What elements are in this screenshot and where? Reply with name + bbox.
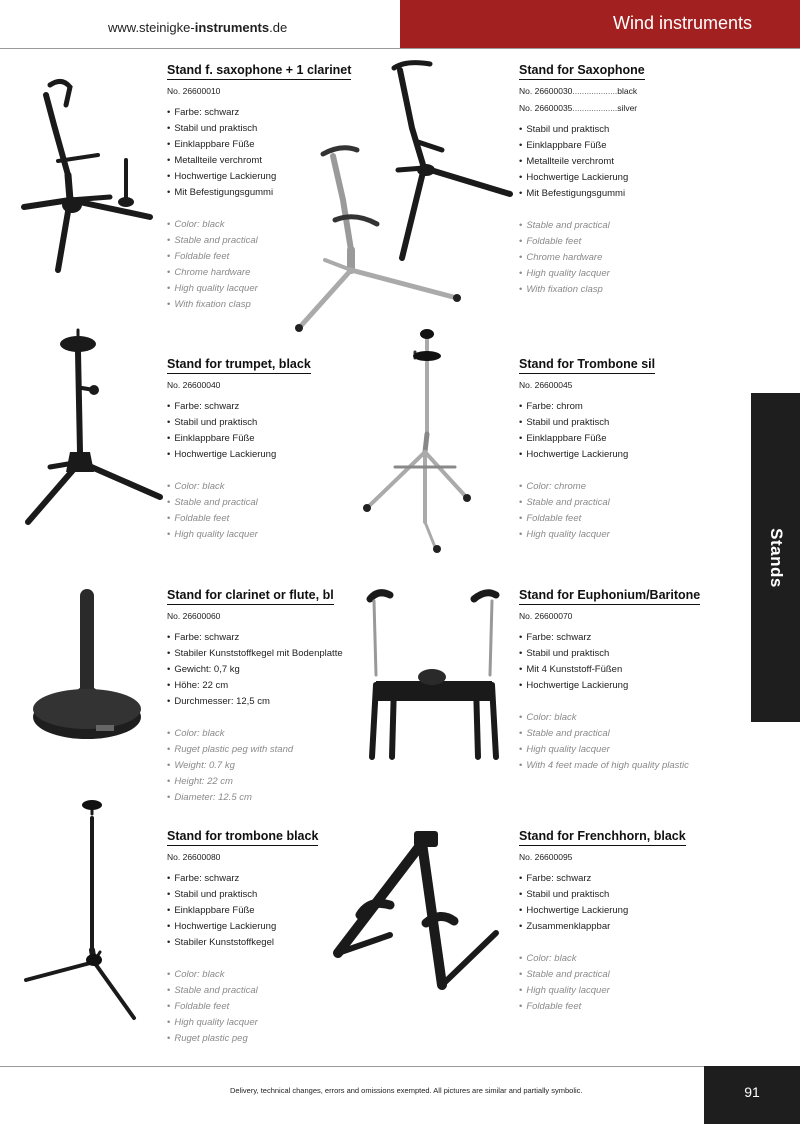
feature-item: • High quality lacquer	[519, 983, 749, 999]
feature-item: • Hochwertige Lackierung	[519, 903, 749, 919]
header-bar	[400, 0, 800, 48]
product-clarinet-flute	[167, 587, 397, 806]
feature-item: • With 4 feet made of high quality plastic	[519, 758, 749, 774]
feature-item: • Foldable feet	[167, 511, 397, 527]
product-title: Stand for clarinet or flute, bl	[167, 587, 334, 605]
feature-item: • Metallteile verchromt	[167, 153, 397, 169]
feature-item: • Foldable feet	[519, 999, 749, 1015]
product-title: Stand for Trombone sil	[519, 356, 655, 374]
product-title: Stand for trumpet, black	[167, 356, 311, 374]
features-english	[167, 967, 397, 1047]
feature-item: • Farbe: chrom	[519, 399, 749, 415]
feature-item: • Weight: 0.7 kg	[167, 758, 397, 774]
feature-item: • Chrome hardware	[519, 250, 749, 266]
feature-item: • High quality lacquer	[519, 742, 749, 758]
features-english	[519, 951, 749, 1015]
feature-item: • Mit Befestigungsgummi	[167, 185, 397, 201]
feature-item: • Chrome hardware	[167, 265, 397, 281]
feature-item: • Metallteile verchromt	[519, 154, 749, 170]
feature-item: • Hochwertige Lackierung	[167, 447, 397, 463]
feature-item: • Foldable feet	[519, 511, 749, 527]
page-number-box	[704, 1066, 800, 1124]
feature-item: • High quality lacquer	[167, 1015, 397, 1031]
features-english	[519, 710, 749, 774]
feature-item: • Color: black	[519, 710, 749, 726]
category-tab[interactable]	[751, 393, 800, 722]
variant-label: black	[617, 86, 638, 96]
feature-item: • Einklappbare Füße	[167, 137, 397, 153]
feature-item: • With fixation clasp	[519, 282, 749, 298]
feature-item: • With fixation clasp	[167, 297, 397, 313]
product-number: No. 26600010	[167, 86, 221, 96]
feature-item: • Stabil und praktisch	[519, 887, 749, 903]
features-english	[519, 218, 749, 298]
clarinet-flute-stand-photo	[28, 585, 168, 750]
features-german	[519, 122, 749, 202]
product-number: No. 26600070	[519, 611, 573, 621]
feature-item: • Diameter: 12.5 cm	[167, 790, 397, 806]
url-prefix: www.steinigke-	[108, 20, 195, 35]
feature-item: • Höhe: 22 cm	[167, 678, 397, 694]
product-number: No. 26600035	[519, 103, 573, 113]
feature-item: • Stable and practical	[519, 218, 749, 234]
leader-dots: ...................	[572, 86, 618, 96]
product-number: No. 26600040	[167, 380, 221, 390]
product-number: No. 26600045	[519, 380, 573, 390]
feature-item: • High quality lacquer	[167, 281, 397, 297]
feature-item: • Color: black	[167, 967, 397, 983]
feature-item: • Stabiler Kunststoffkegel	[167, 935, 397, 951]
feature-item: • Ruget plastic peg	[167, 1031, 397, 1047]
features-german	[167, 399, 397, 463]
leader-dots: ...................	[572, 103, 618, 113]
product-euphonium	[519, 587, 749, 774]
product-number: No. 26600060	[167, 611, 221, 621]
feature-item: • Stable and practical	[167, 983, 397, 999]
feature-item: • Farbe: schwarz	[167, 871, 397, 887]
feature-item: • Ruget plastic peg with stand	[167, 742, 397, 758]
feature-item: • Color: black	[167, 479, 397, 495]
feature-item: • High quality lacquer	[519, 527, 749, 543]
feature-item: • Mit Befestigungsgummi	[519, 186, 749, 202]
feature-item: • Stable and practical	[519, 967, 749, 983]
feature-item: • Stabil und praktisch	[167, 415, 397, 431]
product-title: Stand for Euphonium/Baritone	[519, 587, 700, 605]
product-number: No. 26600030	[519, 86, 573, 96]
features-german	[519, 871, 749, 935]
feature-item: • Hochwertige Lackierung	[167, 169, 397, 185]
header-divider	[0, 48, 800, 49]
feature-item: • Stabil und praktisch	[167, 887, 397, 903]
feature-item: • Stable and practical	[167, 233, 397, 249]
trumpet-stand-photo	[20, 322, 165, 532]
product-title: Stand for Frenchhorn, black	[519, 828, 686, 846]
feature-item: • Stabiler Kunststoffkegel mit Bodenplatte	[167, 646, 397, 662]
features-german	[167, 871, 397, 951]
features-german	[167, 105, 397, 201]
section-title: Wind instruments	[612, 13, 752, 33]
features-german	[167, 630, 397, 710]
feature-item: • Color: chrome	[519, 479, 749, 495]
features-german	[519, 399, 749, 463]
feature-item: • Hochwertige Lackierung	[519, 678, 749, 694]
feature-item: • Foldable feet	[167, 249, 397, 265]
feature-item: • Color: black	[167, 217, 397, 233]
feature-item: • Height: 22 cm	[167, 774, 397, 790]
feature-item: • Gewicht: 0,7 kg	[167, 662, 397, 678]
feature-item: • Farbe: schwarz	[519, 871, 749, 887]
product-trombone-chrome	[519, 356, 749, 543]
feature-item: • Foldable feet	[519, 234, 749, 250]
feature-item: • Einklappbare Füße	[519, 138, 749, 154]
feature-item: • Hochwertige Lackierung	[519, 170, 749, 186]
product-trumpet-stand	[167, 356, 397, 543]
trombone-stand-black-photo	[20, 798, 165, 1023]
variant-label: silver	[617, 103, 638, 113]
feature-item: • Foldable feet	[167, 999, 397, 1015]
features-english	[519, 479, 749, 543]
feature-item: • Stable and practical	[519, 726, 749, 742]
feature-item: • Zusammenklappbar	[519, 919, 749, 935]
feature-item: • Farbe: schwarz	[519, 630, 749, 646]
product-title: Stand f. saxophone + 1 clarinet	[167, 62, 351, 80]
feature-item: • Farbe: schwarz	[167, 105, 397, 121]
product-frenchhorn	[519, 828, 749, 1015]
product-number-row	[519, 100, 749, 117]
product-number-row	[519, 83, 749, 100]
feature-item: • Einklappbare Füße	[519, 431, 749, 447]
product-number: No. 26600080	[167, 852, 221, 862]
features-english	[167, 217, 397, 313]
features-english	[167, 726, 397, 806]
url-bold: instruments	[194, 20, 270, 35]
feature-item: • Hochwertige Lackierung	[519, 447, 749, 463]
website-url[interactable]	[108, 20, 287, 35]
feature-item: • Color: black	[519, 951, 749, 967]
feature-item: • Stable and practical	[519, 495, 749, 511]
feature-item: • Einklappbare Füße	[167, 903, 397, 919]
feature-item: • Hochwertige Lackierung	[167, 919, 397, 935]
feature-item: • High quality lacquer	[167, 527, 397, 543]
feature-item: • Stabil und praktisch	[167, 121, 397, 137]
feature-item: • Stabil und praktisch	[519, 415, 749, 431]
feature-item: • Stable and practical	[167, 495, 397, 511]
footer-disclaimer: Delivery, technical changes, errors and omissions exempted. All pictures are similar and partially symbolic.	[230, 1086, 583, 1095]
feature-item: • Mit 4 Kunststoff-Füßen	[519, 662, 749, 678]
feature-item: • Farbe: schwarz	[167, 630, 397, 646]
category-tab-label: Stands	[766, 527, 786, 588]
feature-item: • High quality lacquer	[519, 266, 749, 282]
product-title: Stand for Saxophone	[519, 62, 645, 80]
feature-item: • Stabil und praktisch	[519, 122, 749, 138]
feature-item: • Durchmesser: 12,5 cm	[167, 694, 397, 710]
feature-item: • Einklappbare Füße	[167, 431, 397, 447]
footer-divider	[0, 1066, 704, 1067]
product-title: Stand for trombone black	[167, 828, 318, 846]
feature-item: • Stabil und praktisch	[519, 646, 749, 662]
product-trombone-black	[167, 828, 397, 1047]
feature-item: • Color: black	[167, 726, 397, 742]
page-number: 91	[744, 1084, 760, 1100]
sax-clarinet-stand-photo	[10, 65, 160, 285]
features-english	[167, 479, 397, 543]
feature-item: • Farbe: schwarz	[167, 399, 397, 415]
url-suffix: .de	[269, 20, 288, 35]
product-sax-stand	[519, 62, 749, 298]
product-sax-clarinet	[167, 62, 397, 313]
product-number: No. 26600095	[519, 852, 573, 862]
features-german	[519, 630, 749, 694]
